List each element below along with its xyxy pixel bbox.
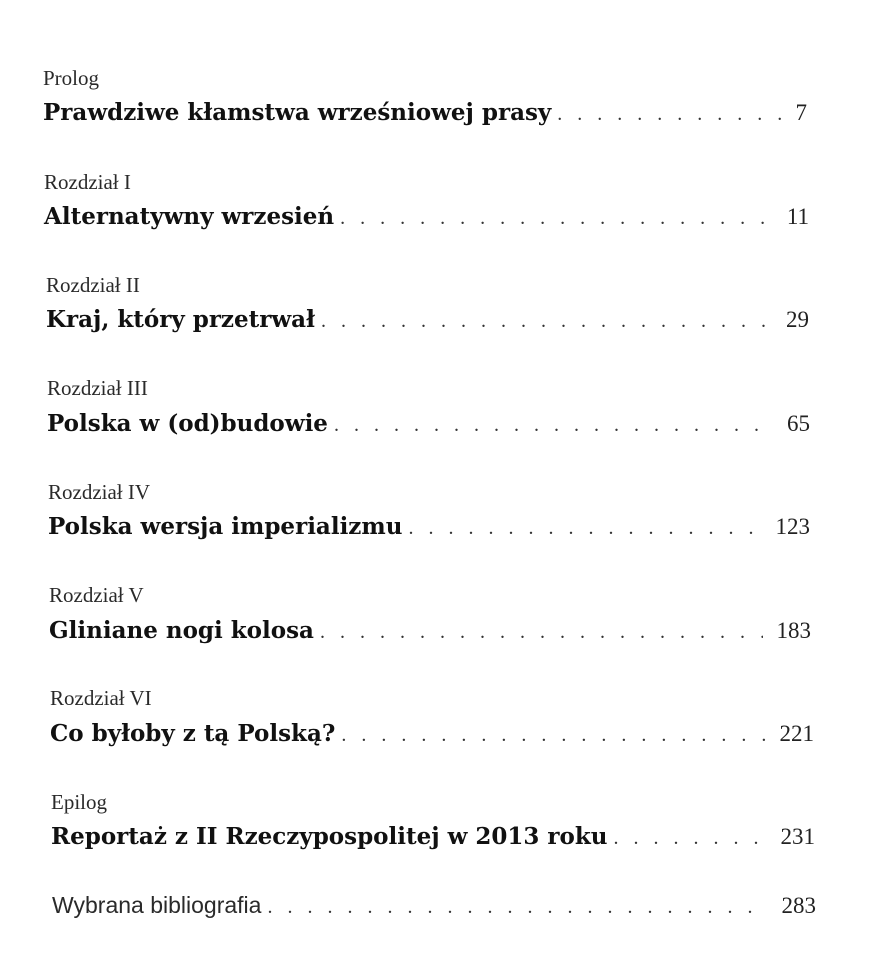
toc-entry-label: Rozdział I: [44, 170, 131, 194]
toc-entry-title: Polska w (od)budowie: [47, 410, 328, 437]
dot-leader: [320, 617, 763, 647]
dot-leader: [267, 892, 767, 922]
toc-entry-label: Rozdział II: [46, 273, 140, 297]
toc-entry-title: Co byłoby z tą Polską?: [50, 720, 336, 747]
toc-entry-title: Gliniane nogi kolosa: [49, 617, 314, 644]
toc-entry-label: Rozdział VI: [50, 686, 152, 710]
toc-entry-page: 231: [780, 824, 815, 849]
toc-entry-label: Rozdział IV: [48, 480, 151, 504]
toc-entry-title: Alternatywny wrzesień: [44, 203, 335, 230]
dot-leader: [557, 99, 781, 129]
toc-entry-page: 183: [776, 618, 811, 643]
toc-entry-title: Polska wersja imperializmu: [48, 513, 403, 540]
toc-entry-label: Rozdział III: [47, 376, 148, 400]
toc-entry-page: 221: [779, 721, 814, 746]
toc-entry-page: 123: [775, 514, 810, 539]
dot-leader: [321, 306, 772, 336]
toc-entry-label: Prolog: [43, 66, 100, 90]
toc-entry-title: Reportaż z II Rzeczypospolitej w 2013 roku: [51, 823, 608, 850]
toc-entry-page: 283: [781, 893, 816, 918]
toc-entry-label: Epilog: [51, 790, 107, 814]
toc-entry-line[interactable]: [43, 98, 807, 129]
dot-leader: [408, 513, 761, 543]
toc-entry-page: 7: [795, 100, 807, 125]
toc-entry-line[interactable]: [47, 409, 810, 440]
dot-leader: [334, 410, 773, 440]
toc-entry-line[interactable]: [48, 512, 810, 543]
toc-entry-line[interactable]: [49, 616, 811, 647]
toc-entry-title: Kraj, który przetrwał: [46, 306, 315, 333]
toc-entry-line[interactable]: [52, 890, 816, 922]
toc-entry-line[interactable]: [46, 305, 809, 336]
toc-entry-title: Wybrana bibliografia: [52, 892, 262, 918]
toc-entry-title: Prawdziwe kłamstwa wrześniowej prasy: [43, 99, 552, 126]
toc-entry-page: 11: [786, 204, 809, 229]
dot-leader: [341, 720, 765, 750]
toc-entry-label: Rozdział V: [49, 583, 144, 607]
toc-entry-line[interactable]: [51, 822, 815, 853]
toc-entry-line[interactable]: [44, 202, 809, 233]
toc-entry-line[interactable]: [50, 719, 814, 750]
dot-leader: [340, 203, 773, 233]
dot-leader: [614, 823, 767, 853]
toc-entry-page: 65: [787, 411, 810, 436]
toc-entry-page: 29: [786, 307, 809, 332]
